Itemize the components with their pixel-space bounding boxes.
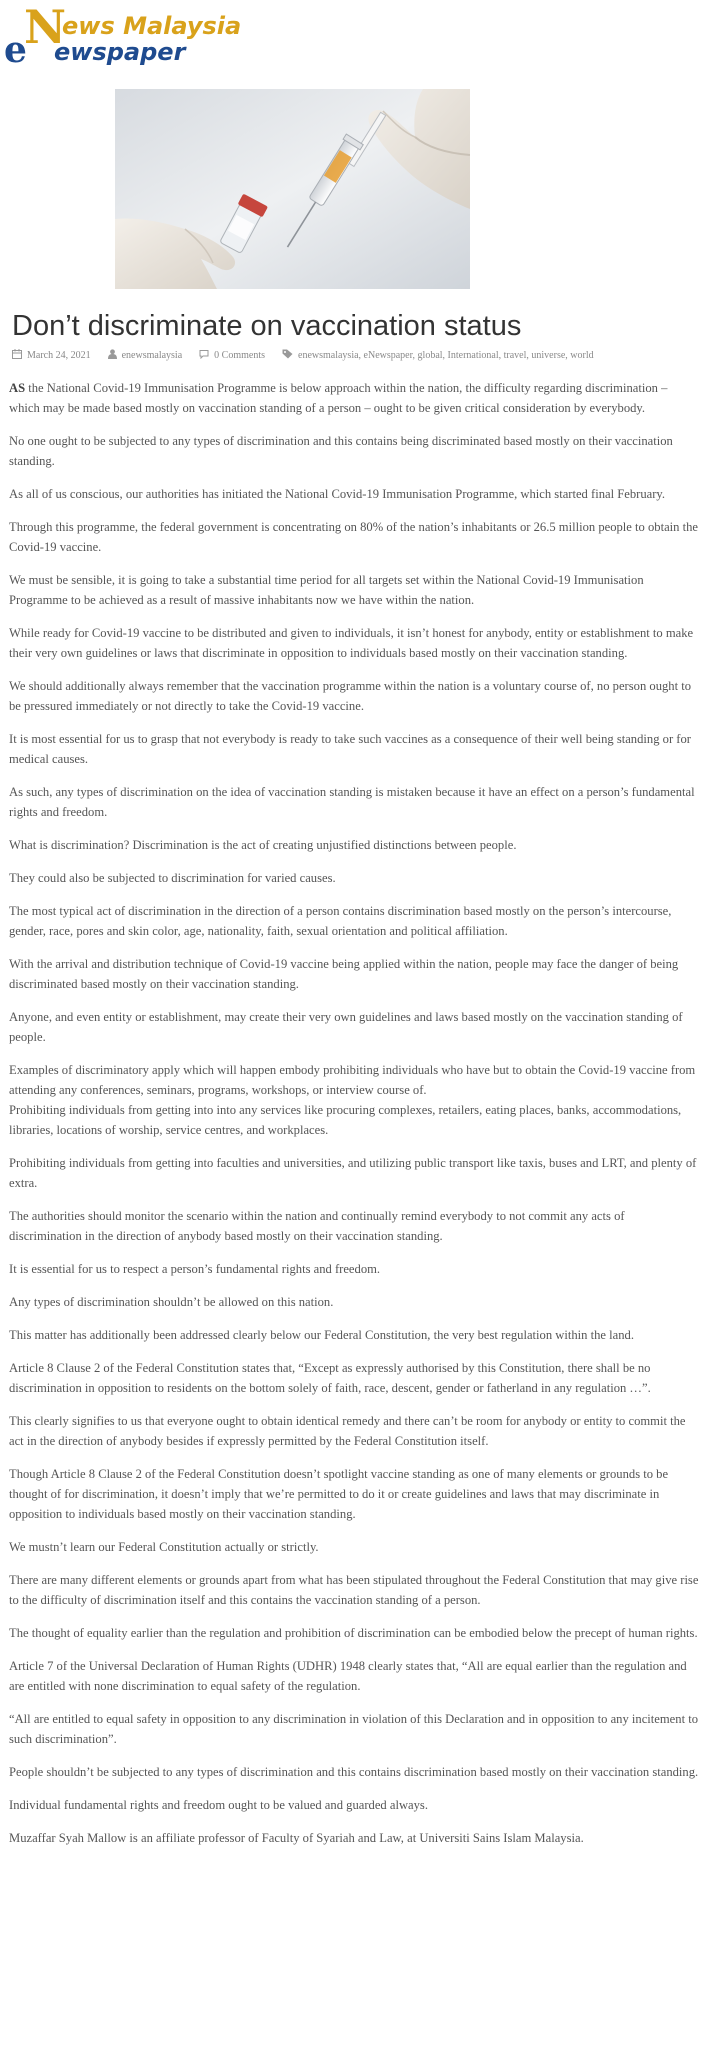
article-paragraph: As all of us conscious, our authorities has initiated the National Covid-19 Immunisation Programme, which started final February.: [9, 487, 666, 501]
article-paragraph: No one ought to be subjected to any types of discrimination and this contains being discriminated based mostly on their vaccination standing.: [9, 434, 673, 468]
article-paragraph: Anyone, and even entity or establishment, may create their very own guidelines and laws based mostly on the vaccination standing of people.: [9, 1010, 683, 1044]
post-author[interactable]: enewsmalaysia: [121, 350, 183, 361]
site-logo[interactable]: [4, 0, 264, 71]
post-tags[interactable]: enewsmalaysia, eNewspaper, global, International, travel, universe, world: [298, 350, 594, 361]
article-paragraph: They could also be subjected to discrimination for varied causes.: [9, 871, 336, 885]
article-paragraph: The most typical act of discrimination in the direction of a person contains discrimination based mostly on the person’s intercourse, gender, race, pores and skin color, age, nationality, faith, sexual orientation and political affiliation.: [9, 904, 672, 938]
comment-icon: [199, 349, 209, 359]
post-meta: [12, 349, 594, 363]
article-paragraph: People shouldn’t be subjected to any types of discrimination and this contains discrimination based mostly on their vaccination standing.: [9, 1765, 699, 1779]
article-paragraph: Article 7 of the Universal Declaration of Human Rights (UDHR) 1948 clearly states that, “All are equal earlier than the regulation and are entitled with none discrimination to equal safety of the regulation.: [9, 1659, 687, 1693]
article-paragraph: This clearly signifies to us that everyone ought to obtain identical remedy and there can’t be room for anybody or entity to commit the act in the direction of anybody besides if expressly permitted by the Federal Constitution itself.: [9, 1414, 686, 1448]
post-comments-link[interactable]: 0 Comments: [214, 350, 265, 361]
article-paragraph: The authorities should monitor the scenario within the nation and continually remind everybody to not commit any acts of discrimination in the direction of anybody based mostly on their vaccination standing.: [9, 1209, 625, 1243]
logo-line-newspaper: ewspaper: [54, 38, 186, 66]
calendar-icon: [12, 349, 22, 359]
article-paragraph: Prohibiting individuals from getting into into any services like procuring complexes, retailers, eating places, banks, accommodations, libraries, locations of worship, service centres, and workplaces.: [9, 1103, 682, 1137]
article-paragraph-lead: [9, 378, 699, 418]
article-paragraph: Examples of discriminatory apply which will happen embody prohibiting individuals who have but to obtain the Covid-19 vaccine from attending any conferences, seminars, programs, workshops, or interview course of.: [9, 1063, 696, 1097]
article-paragraph: Prohibiting individuals from getting into faculties and universities, and utilizing public transport like taxis, buses and LRT, and plenty of extra.: [9, 1156, 697, 1190]
post-title: Don’t discriminate on vaccination status: [12, 310, 522, 342]
article-paragraph: While ready for Covid-19 vaccine to be distributed and given to individuals, it isn’t honest for anybody, entity or establishment to make their very own guidelines or laws that discriminate in opposition to individuals based mostly on their vaccination standing.: [9, 626, 694, 660]
article-paragraph: As such, any types of discrimination on the idea of vaccination standing is mistaken because it have an effect on a person’s fundamental rights and freedom.: [9, 785, 695, 819]
logo-initial-e: e: [4, 29, 27, 71]
article-paragraph: It is most essential for us to grasp that not everybody is ready to take such vaccines as a consequence of their well being standing or for medical causes.: [9, 732, 691, 766]
article-paragraph: This matter has additionally been addressed clearly below our Federal Constitution, the very best regulation within the land.: [9, 1328, 634, 1342]
lead-paragraph-text: the National Covid-19 Immunisation Programme is below approach within the nation, the difficulty regarding discrimination – which may be made based mostly on vaccination standing of a person – ought to be given critical consideration by everybody.: [9, 381, 668, 415]
article-paragraph: There are many different elements or grounds apart from what has been stipulated throughout the Federal Constitution that may give rise to the difficulty of discrimination itself and this contains the vaccination standing of a person.: [9, 1573, 699, 1607]
post-date[interactable]: March 24, 2021: [27, 350, 91, 361]
lead-word: AS: [9, 381, 26, 395]
author-bio: Muzaffar Syah Mallow is an affiliate professor of Faculty of Syariah and Law, at Universiti Sains Islam Malaysia.: [9, 1831, 584, 1845]
article-paragraph: Though Article 8 Clause 2 of the Federal Constitution doesn’t spotlight vaccine standing as one of many elements or grounds to be thought of for discrimination, it doesn’t imply that we’re permitted to do it or create guidelines and laws that may discriminate in opposition to individuals based mostly on their vaccination standing.: [9, 1467, 669, 1521]
article-paragraph: We must be sensible, it is going to take a substantial time period for all targets set within the National Covid-19 Immunisation Programme to be achieved as a result of massive inhabitants now we have within the nation.: [9, 573, 644, 607]
article-paragraph: Through this programme, the federal government is concentrating on 80% of the nation’s inhabitants or 26.5 million people to obtain the Covid-19 vaccine.: [9, 520, 698, 554]
logo-line-news-malaysia: ews Malaysia: [62, 12, 242, 40]
article-paragraph: With the arrival and distribution technique of Covid-19 vaccine being applied within the nation, people may face the danger of being discriminated based mostly on their vaccination standing.: [9, 957, 679, 991]
vaccine-syringe-illustration: [115, 89, 470, 289]
article-paragraph: Article 8 Clause 2 of the Federal Constitution states that, “Except as expressly authorised by this Constitution, there shall be no discrimination in opposition to residents on the bottom solely of faith, race, descent, gender or fatherland in any regulation …”.: [9, 1361, 651, 1395]
article-paragraph: It is essential for us to respect a person’s fundamental rights and freedom.: [9, 1262, 381, 1276]
user-icon: [108, 349, 117, 359]
article-paragraph: What is discrimination? Discrimination is the act of creating unjustified distinctions between people.: [9, 838, 517, 852]
article-paragraph: “All are entitled to equal safety in opposition to any discrimination in violation of this Declaration and in opposition to any incitement to such discrimination”.: [9, 1712, 699, 1746]
article-body: [9, 378, 699, 1861]
article-paragraph: We mustn’t learn our Federal Constitution actually or strictly.: [9, 1540, 319, 1554]
featured-image: [115, 89, 470, 289]
article-paragraph: The thought of equality earlier than the regulation and prohibition of discrimination can be embodied below the precept of human rights.: [9, 1626, 698, 1640]
tag-icon: [282, 349, 293, 359]
article-paragraph: We should additionally always remember that the vaccination programme within the nation is a voluntary course of, no person ought to be pressured immediately or not directly to take the Covid-19 vaccine.: [9, 679, 692, 713]
article-paragraph: Any types of discrimination shouldn’t be allowed on this nation.: [9, 1295, 334, 1309]
logo-initial-n: N: [24, 0, 67, 54]
article-paragraph: Individual fundamental rights and freedom ought to be valued and guarded always.: [9, 1798, 428, 1812]
